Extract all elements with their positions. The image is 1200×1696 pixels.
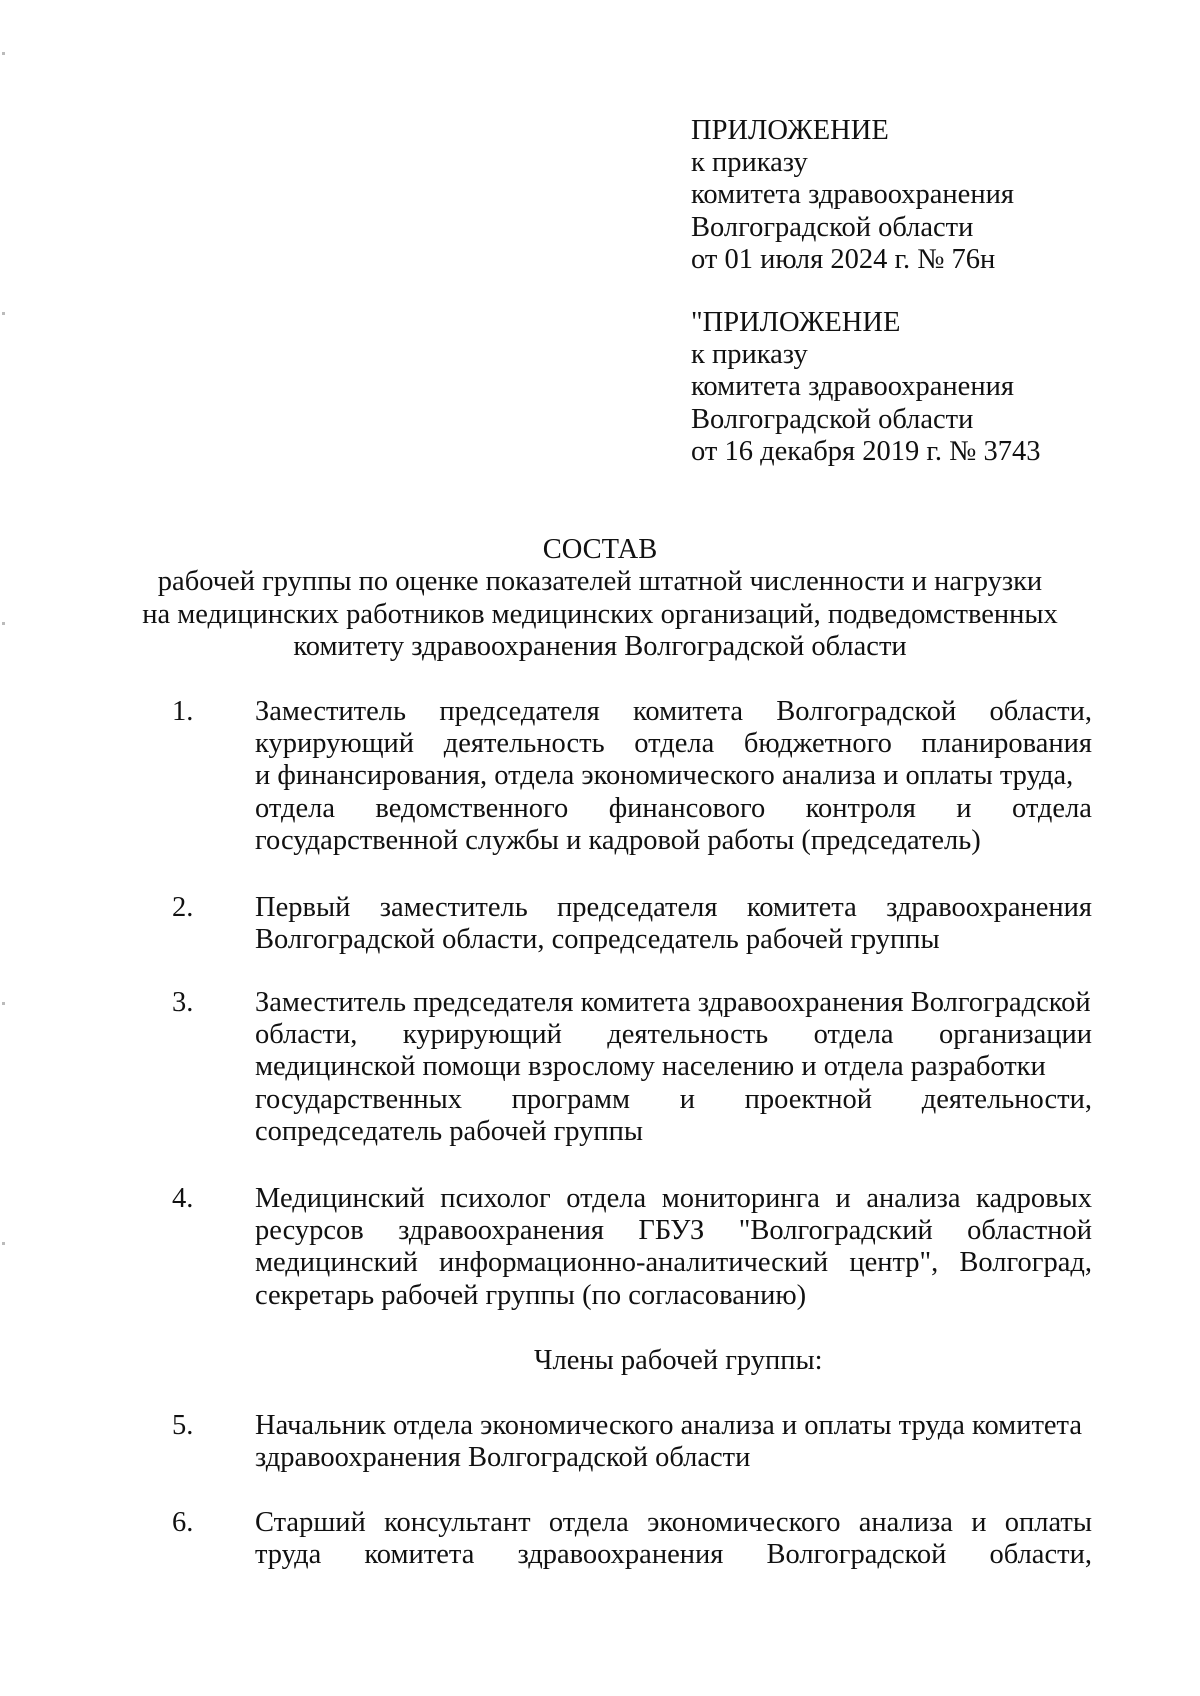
subtitle-line: рабочей группы по оценке показателей штатной численности и нагрузки bbox=[157, 566, 1043, 597]
item-number: 1. bbox=[172, 696, 194, 727]
text-line bbox=[255, 1507, 1092, 1539]
text-line: и финансирования, отдела экономического анализа и оплаты труда, bbox=[255, 760, 1074, 792]
item-number: 6. bbox=[172, 1507, 194, 1538]
subtitle-line: на медицинских работников медицинских организаций, подведомственных bbox=[142, 598, 1058, 630]
word: ГБУЗ bbox=[638, 1215, 705, 1247]
item-text bbox=[255, 892, 1092, 956]
word: областной bbox=[967, 1215, 1092, 1247]
word: области, bbox=[989, 696, 1092, 727]
word: центр", bbox=[849, 1247, 939, 1279]
text-line bbox=[255, 696, 1092, 728]
word: Старший bbox=[255, 1507, 366, 1538]
word: деятельность bbox=[443, 728, 605, 760]
text-line bbox=[255, 1019, 1092, 1051]
text-line bbox=[255, 1183, 1092, 1215]
word: Волгоградской bbox=[766, 1539, 947, 1571]
appendix-line: к приказу bbox=[691, 147, 808, 179]
word: анализа bbox=[858, 1507, 953, 1538]
word: отдела bbox=[1011, 792, 1092, 824]
word: Заместитель bbox=[255, 696, 407, 727]
word: "Волгоградский bbox=[738, 1215, 933, 1247]
appendix-line: к приказу bbox=[691, 339, 808, 371]
word: отдела bbox=[566, 1183, 647, 1214]
appendix-line: Волгоградской области bbox=[691, 403, 974, 435]
word: здравоохранения bbox=[517, 1539, 724, 1571]
word: бюджетного bbox=[743, 728, 892, 760]
text-line: сопредседатель рабочей группы bbox=[255, 1115, 644, 1147]
item-text bbox=[255, 1183, 1092, 1312]
appendix-header-original bbox=[691, 307, 1040, 468]
word: контроля bbox=[805, 792, 916, 824]
subtitle-line: комитету здравоохранения Волгоградской области bbox=[293, 631, 907, 662]
word: и bbox=[971, 1507, 987, 1538]
text-line bbox=[255, 1215, 1092, 1247]
word: кадровых bbox=[976, 1183, 1092, 1214]
word: планирования bbox=[921, 728, 1092, 760]
word: проектной bbox=[744, 1083, 873, 1115]
word: Волгоградской bbox=[776, 696, 957, 727]
item-number: 2. bbox=[172, 892, 194, 923]
word: организации bbox=[938, 1019, 1092, 1051]
word: комитета bbox=[364, 1539, 475, 1571]
item-text bbox=[255, 987, 1092, 1148]
word: оплаты bbox=[1004, 1507, 1092, 1538]
scan-margin-mark bbox=[2, 52, 5, 55]
word: труда bbox=[255, 1539, 322, 1571]
item-number: 5. bbox=[172, 1410, 194, 1441]
word: отдела bbox=[255, 792, 335, 824]
word: финансового bbox=[608, 792, 766, 824]
word: курирующий bbox=[255, 728, 415, 760]
word: медицинский bbox=[255, 1247, 418, 1279]
text-line bbox=[255, 892, 1092, 924]
word: Волгоград, bbox=[959, 1247, 1092, 1279]
scan-margin-mark bbox=[2, 622, 5, 625]
text-line: секретарь рабочей группы (по согласованию) bbox=[255, 1279, 807, 1311]
word: ведомственного bbox=[375, 792, 569, 824]
item-text bbox=[255, 696, 1092, 857]
text-line: Волгоградской области, сопредседатель рабочей группы bbox=[255, 924, 940, 956]
text-line bbox=[255, 1247, 1092, 1279]
item-number: 4. bbox=[172, 1183, 194, 1214]
text-line bbox=[255, 1539, 1092, 1571]
item-number: 3. bbox=[172, 987, 194, 1018]
word: психолог bbox=[440, 1183, 551, 1214]
item-text bbox=[255, 1507, 1092, 1571]
text-line: Начальник отдела экономического анализа и оплаты труда комитета bbox=[255, 1410, 1083, 1441]
text-line bbox=[255, 728, 1092, 760]
text-line: медицинской помощи взрослому населению и отдела разработки bbox=[255, 1051, 1046, 1083]
document-title: СОСТАВ bbox=[542, 534, 658, 565]
word: отдела bbox=[548, 1507, 629, 1538]
word: заместитель bbox=[379, 892, 528, 923]
word: ресурсов bbox=[255, 1215, 364, 1247]
scan-margin-mark bbox=[2, 1242, 5, 1245]
appendix-line: комитета здравоохранения bbox=[691, 179, 1014, 211]
word: области, bbox=[989, 1539, 1092, 1571]
text-line bbox=[255, 1084, 1092, 1116]
word: отдела bbox=[634, 728, 715, 760]
word: и bbox=[679, 1083, 695, 1115]
appendix-heading: "ПРИЛОЖЕНИЕ bbox=[691, 307, 901, 338]
word: комитета bbox=[633, 696, 743, 727]
appendix-header-current bbox=[691, 115, 1014, 276]
word: деятельности, bbox=[921, 1083, 1092, 1115]
item-text bbox=[255, 1410, 1092, 1474]
appendix-date-line: от 01 июля 2024 г. № 76н bbox=[691, 243, 996, 275]
word: отдела bbox=[813, 1019, 894, 1051]
word: программ bbox=[511, 1083, 631, 1115]
scan-margin-mark bbox=[2, 1002, 5, 1005]
appendix-line: комитета здравоохранения bbox=[691, 371, 1014, 403]
word: мониторинга bbox=[661, 1183, 820, 1214]
document-subtitle bbox=[0, 566, 1200, 664]
word: здравоохранения bbox=[398, 1215, 605, 1247]
members-heading: Члены рабочей группы: bbox=[534, 1345, 823, 1376]
word: курирующий bbox=[402, 1019, 562, 1051]
text-line: здравоохранения Волгоградской области bbox=[255, 1442, 751, 1474]
word: области, bbox=[255, 1019, 358, 1051]
word: экономического bbox=[647, 1507, 841, 1538]
word: председателя bbox=[439, 696, 600, 727]
word: информационно-аналитический bbox=[438, 1247, 829, 1279]
word: и bbox=[956, 792, 972, 824]
word: и bbox=[835, 1183, 851, 1214]
text-line: Заместитель председателя комитета здравоохранения Волгоградской bbox=[255, 987, 1091, 1018]
word: комитета bbox=[746, 892, 857, 923]
scan-margin-mark bbox=[2, 312, 5, 315]
text-line: государственной службы и кадровой работы (председатель) bbox=[255, 824, 981, 856]
text-line bbox=[255, 793, 1092, 825]
word: Медицинский bbox=[255, 1183, 425, 1214]
word: анализа bbox=[866, 1183, 961, 1214]
word: консультант bbox=[384, 1507, 531, 1538]
word: деятельность bbox=[607, 1019, 769, 1051]
word: государственных bbox=[255, 1083, 463, 1115]
word: председателя bbox=[557, 892, 718, 923]
appendix-line: Волгоградской области bbox=[691, 211, 974, 243]
word: Первый bbox=[255, 892, 351, 923]
word: здравоохранения bbox=[886, 892, 1092, 923]
appendix-heading: ПРИЛОЖЕНИЕ bbox=[691, 115, 889, 146]
appendix-date-line: от 16 декабря 2019 г. № 3743 bbox=[691, 435, 1041, 467]
